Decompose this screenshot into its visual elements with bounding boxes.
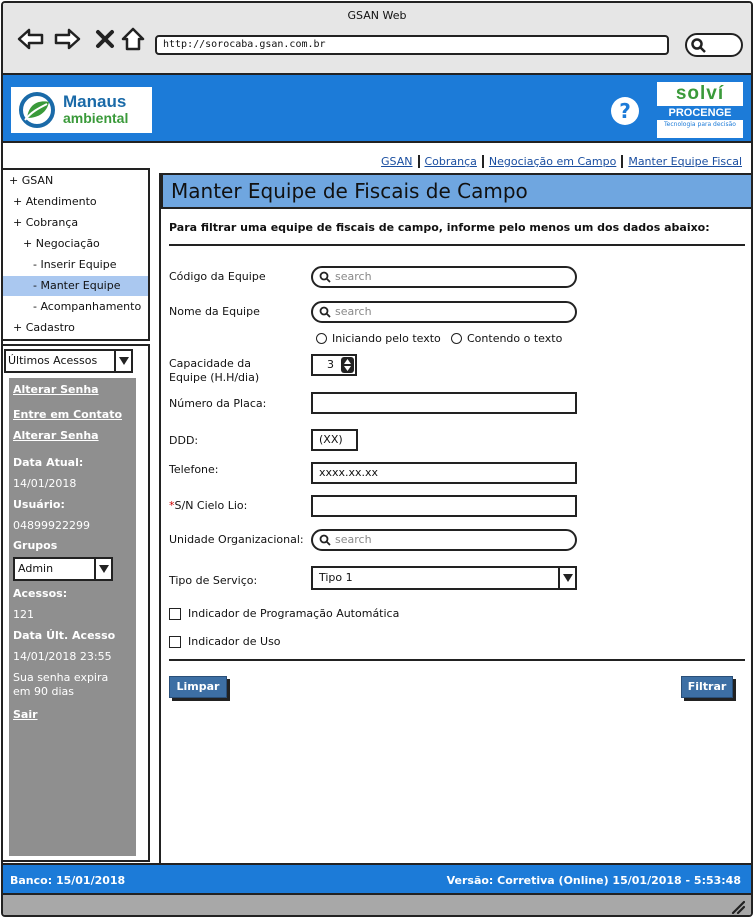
nome-search-input[interactable] [311,301,577,323]
grupos-label: Grupos [13,539,58,552]
banco-status: Banco: 15/01/2018 [10,874,126,887]
usuario-value: 04899922299 [13,519,90,532]
unidade-search-input[interactable] [311,529,577,551]
radio-contendo[interactable] [451,332,562,345]
grupo-select[interactable] [13,557,113,581]
sidebar-item-cobranca[interactable]: + Cobrança [13,216,79,229]
radio-circle[interactable] [316,333,327,344]
main-content [159,173,753,863]
tipo-value: Tipo 1 [319,571,353,584]
tipo-servico-select[interactable] [311,566,577,590]
chevron-down-icon[interactable] [558,566,576,590]
entre-contato-link[interactable]: Entre em Contato [13,408,123,421]
browser-window [1,1,753,917]
partner-tagline: Tecnologia para decisão [664,121,736,128]
breadcrumb-negociacao[interactable]: Negociação em Campo [482,155,621,168]
user-info-panel [9,378,136,856]
browser-bottom-bar [3,893,751,917]
unidade-label: Unidade Organizacional: [169,533,304,546]
capacidade-value: 3 [327,358,334,371]
divider [169,244,745,246]
alterar-senha-link[interactable]: Alterar Senha [13,383,99,396]
check-uso-label: Indicador de Uso [188,635,281,648]
sidebar-item-acompanhamento[interactable]: - Acompanhamento [33,300,142,313]
user-panel [3,344,150,862]
leaf-logo-icon [11,90,63,130]
search-icon [319,306,331,318]
chevron-down-icon[interactable] [114,349,132,373]
sidebar-menu [3,168,150,341]
logo-line1: Manaus [63,92,127,111]
limpar-button[interactable]: Limpar [169,676,227,698]
app-header [3,75,751,143]
check-programacao[interactable] [169,607,399,620]
stop-x-icon[interactable] [91,25,119,53]
breadcrumb [376,155,747,168]
window-title: GSAN Web [347,9,407,22]
ultimo-acesso-label: Data Últ. Acesso [13,629,116,642]
radio-circle[interactable] [451,333,462,344]
breadcrumb-gsan[interactable]: GSAN [381,155,413,168]
browser-chrome [3,3,751,75]
radio-iniciando[interactable] [316,332,441,345]
checkbox[interactable] [169,636,181,648]
telefone-label: Telefone: [169,463,219,476]
usuario-label: Usuário: [13,498,65,511]
status-bar [3,863,751,893]
senha-expira-2: em 90 dias [13,685,74,698]
check-programacao-label: Indicador de Programação Automática [188,607,400,620]
nome-label: Nome da Equipe [169,305,260,318]
sidebar-item-negociacao[interactable]: + Negociação [23,237,100,250]
breadcrumb-cobranca[interactable]: Cobrança [418,155,482,168]
breadcrumb-manter-equipe[interactable]: Manter Equipe Fiscal [621,155,747,168]
logo-line2: ambiental [63,110,129,126]
check-uso[interactable] [169,635,281,648]
sair-link[interactable]: Sair [13,708,38,721]
data-atual-value: 14/01/2018 [13,477,77,490]
logo-text [63,94,128,126]
acessos-value: 121 [13,608,34,621]
page-title: Manter Equipe de Fiscais de Campo [161,173,753,209]
radio-contendo-label: Contendo o texto [467,332,563,345]
alterar-senha-link-2[interactable]: Alterar Senha [13,429,99,442]
checkbox[interactable] [169,608,181,620]
partner-name: solví [675,83,725,104]
placa-label: Número da Placa: [169,397,267,410]
browser-search[interactable] [685,33,743,57]
partner-sub: PROCENGE [657,106,743,120]
capacidade-label-2: Equipe (H.H/dia) [169,371,260,384]
instructions: Para filtrar uma equipe de fiscais de campo, informe pelo menos um dos dados abaixo: [169,221,710,234]
sidebar-item-cadastro[interactable]: + Cadastro [13,321,75,334]
ddd-input[interactable]: (XX) [311,429,358,451]
filtrar-button[interactable]: Filtrar [681,676,733,698]
forward-arrow-icon[interactable] [53,25,81,53]
partner-logo [657,82,743,138]
search-icon [319,271,331,283]
stepper-arrows-icon[interactable] [341,357,354,373]
senha-expira-1: Sua senha expira [13,671,109,684]
url-bar[interactable]: http://sorocaba.gsan.com.br [155,35,669,55]
chevron-down-icon[interactable] [94,557,112,581]
ddd-label: DDD: [169,434,199,447]
data-atual-label: Data Atual: [13,456,84,469]
codigo-placeholder: search [335,270,372,283]
ultimo-acesso-value: 14/01/2018 23:55 [13,650,112,663]
radio-iniciando-label: Iniciando pelo texto [332,332,441,345]
resize-grip-icon[interactable] [731,900,745,914]
capacidade-label-1: Capacidade da [169,357,251,370]
required-marker: * [169,499,175,512]
sidebar-item-manter-equipe[interactable]: - Manter Equipe [3,276,148,296]
search-icon [319,534,331,546]
tipo-label: Tipo de Serviço: [169,574,258,587]
recent-access-select[interactable] [4,349,133,373]
grupo-value: Admin [18,562,54,575]
placa-input[interactable] [311,392,577,414]
search-icon [691,38,707,54]
versao-status: Versão: Corretiva (Online) 15/01/2018 - 5:53:48 [446,874,741,887]
home-icon[interactable] [119,25,147,53]
unidade-placeholder: search [335,533,372,546]
capacidade-stepper[interactable] [311,354,357,376]
nome-placeholder: search [335,305,372,318]
divider [169,659,745,661]
recent-access-value: Últimos Acessos [8,354,98,367]
codigo-label: Código da Equipe [169,270,266,283]
sidebar-item-inserir-equipe[interactable]: - Inserir Equipe [33,258,117,271]
sidebar-item-atendimento[interactable]: + Atendimento [13,195,97,208]
help-icon[interactable]: ? [611,97,639,125]
sidebar-item-gsan[interactable]: + GSAN [9,174,54,187]
back-arrow-icon[interactable] [17,25,45,53]
codigo-search-input[interactable] [311,266,577,288]
manaus-logo [11,87,152,133]
sn-input[interactable] [311,495,577,517]
sn-label [169,499,247,513]
telefone-input[interactable]: xxxx.xx.xx [311,462,577,484]
sn-label-text: S/N Cielo Lio: [174,499,248,512]
acessos-label: Acessos: [13,587,68,600]
